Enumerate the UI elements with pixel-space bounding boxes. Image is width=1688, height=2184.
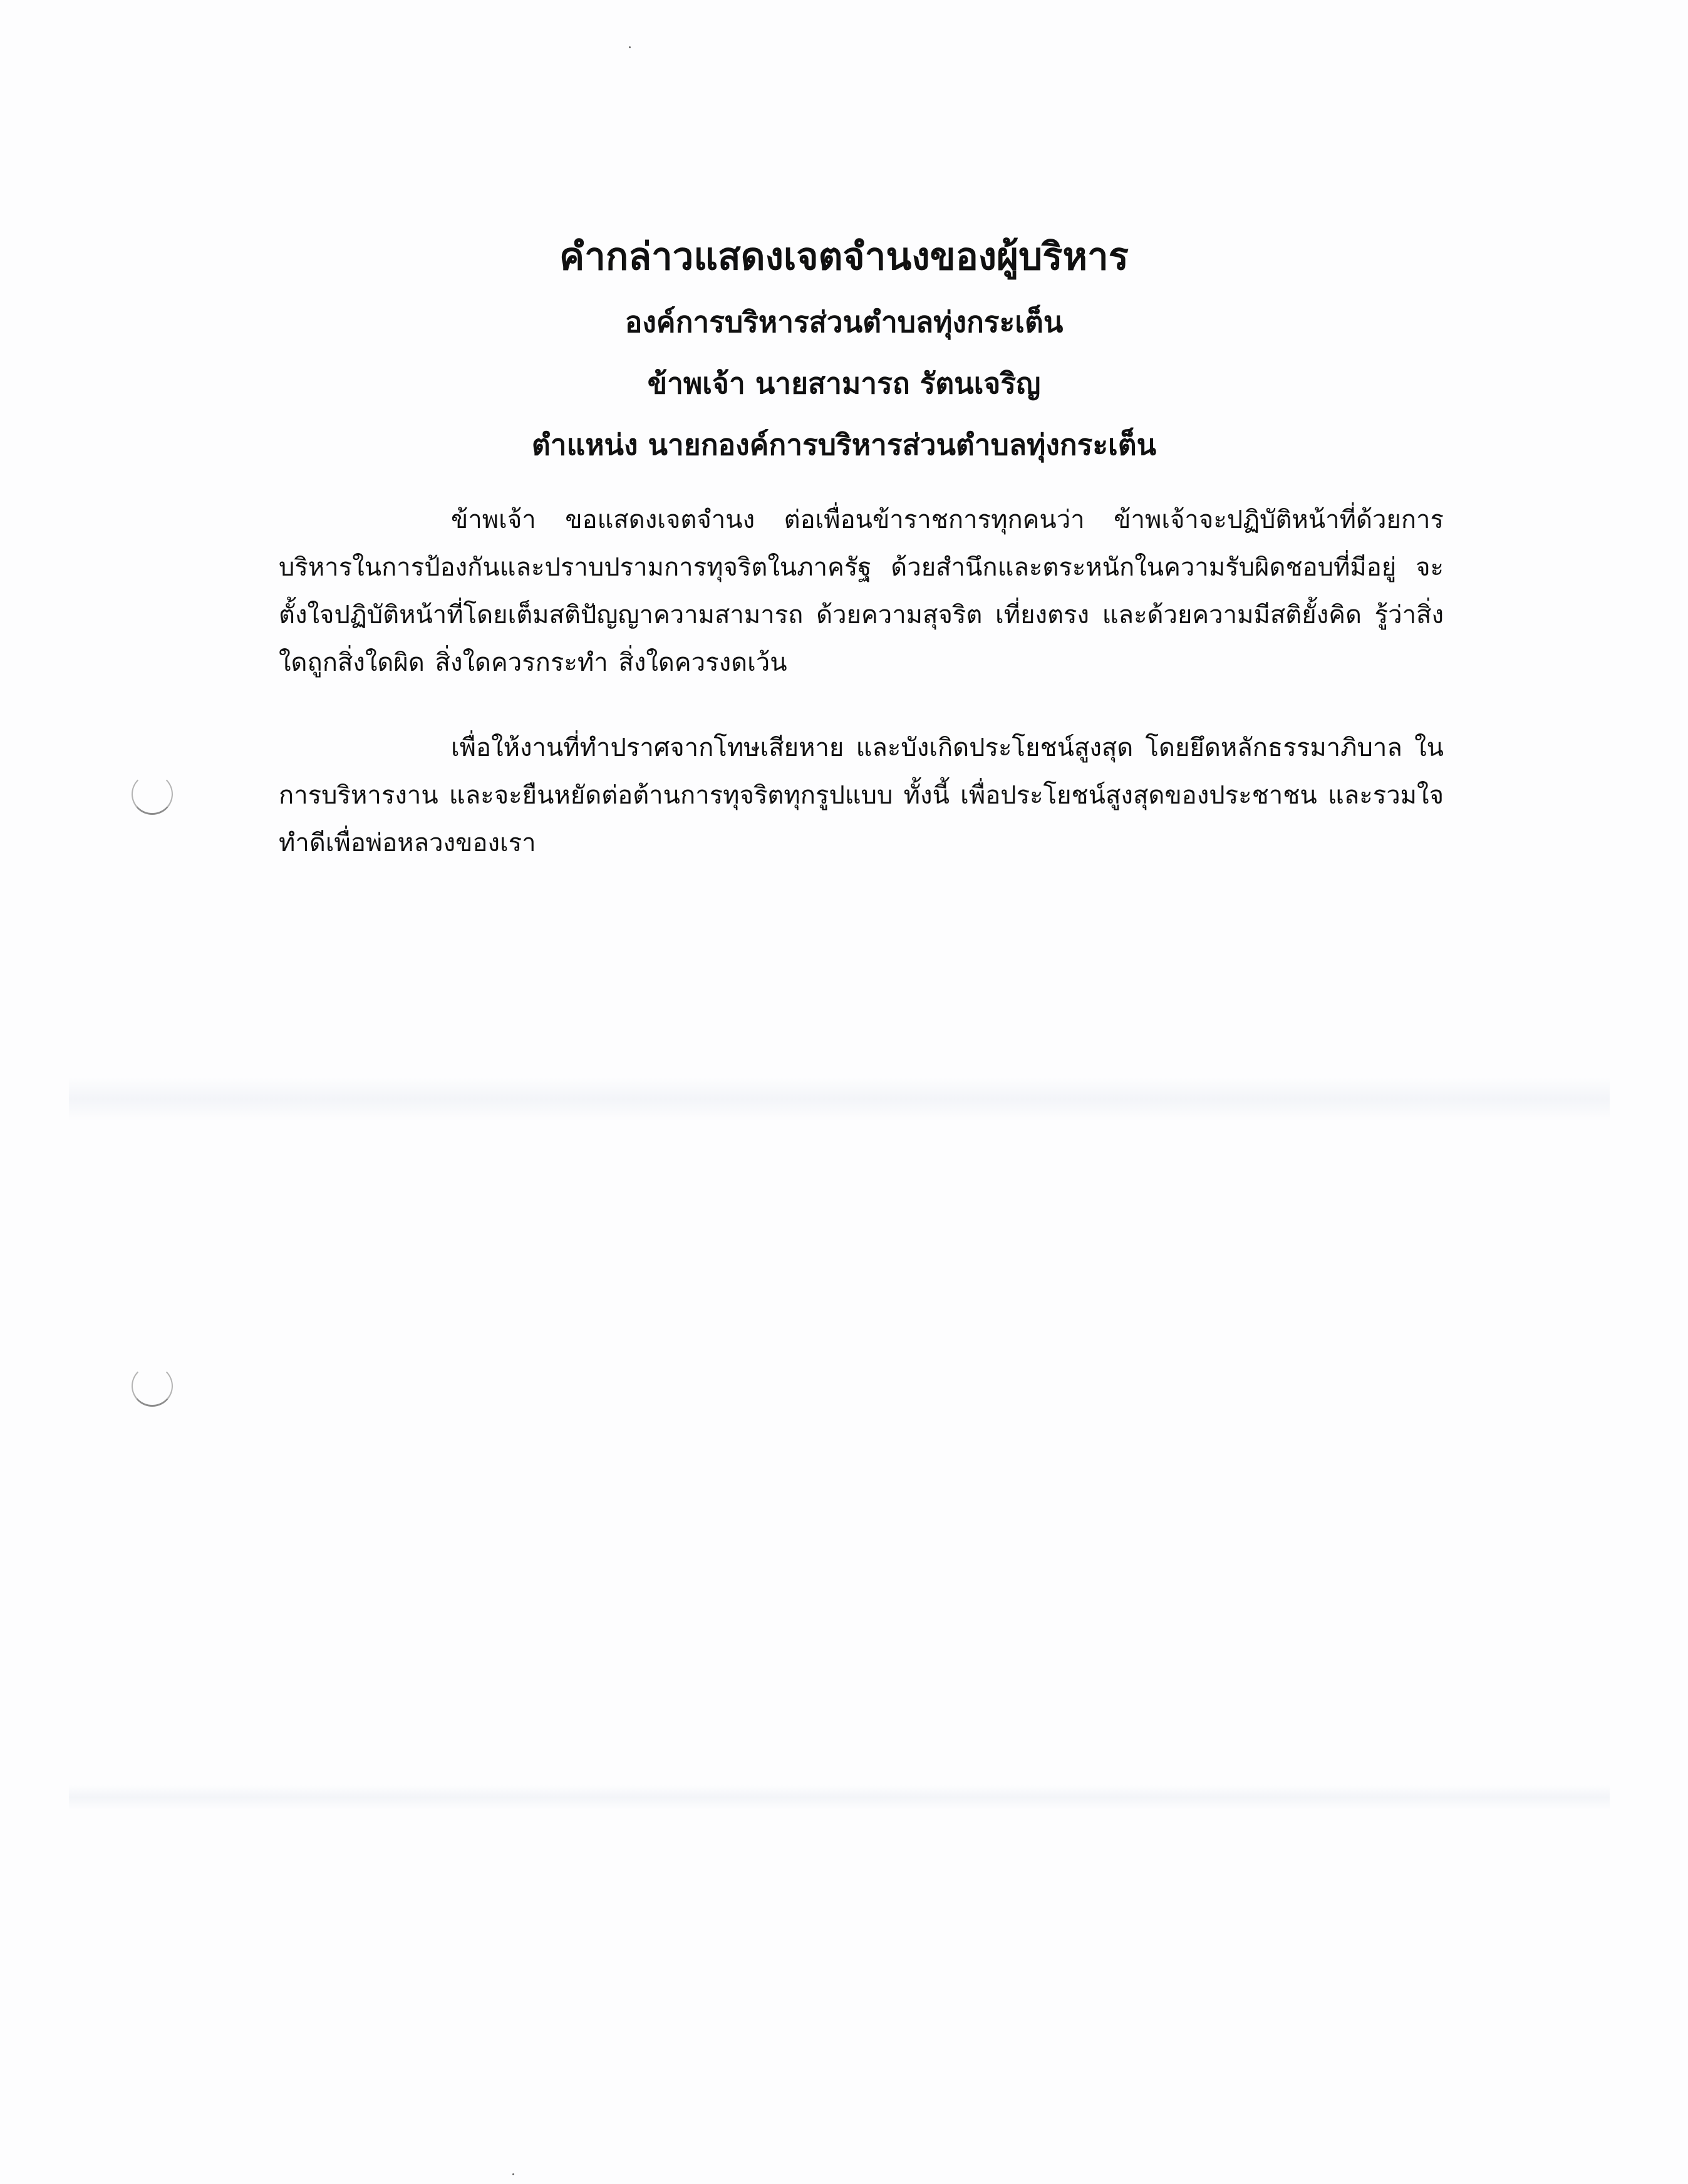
scan-shading	[69, 1785, 1610, 1810]
punch-hole-mark	[132, 774, 173, 815]
heading-block	[0, 222, 1688, 475]
declaration-paragraph-1: ข้าพเจ้า ขอแสดงเจตจำนง ต่อเพื่อนข้าราชการทุกคนว่า ข้าพเจ้าจะปฏิบัติหน้าที่ด้วยการบริหารในการป้องกันและปราบปรามการทุจริตในภาครัฐ ด้วยสำนึกและตระหนักในความรับผิดชอบที่มีอยู่ จะตั้งใจปฏิบัติหน้าที่โดยเต็มสติปัญญาความสามารถ ด้วยความสุจริต เที่ยงตรง และด้วยความมีสติยั้งคิด รู้ว่าสิ่งใดถูกสิ่งใดผิด สิ่งใดควรกระทำ สิ่งใดควรงดเว้น	[279, 505, 1444, 677]
document-title: คำกล่าวแสดงเจตจำนงของผู้บริหาร	[559, 235, 1129, 279]
declaration-paragraph-2: เพื่อให้งานที่ทำปราศจากโทษเสียหาย และบังเกิดประโยชน์สูงสุด โดยยึดหลักธรรมาภิบาล ในการบริหารงาน และจะยืนหยัดต่อต้านการทุจริตทุกรูปแบบ ทั้งนี้ เพื่อประโยชน์สูงสุดของประชาชน และรวมใจทำดีเพื่อพ่อหลวงของเรา	[279, 733, 1444, 857]
declaration-body	[279, 496, 1444, 904]
scan-speck	[629, 46, 631, 48]
punch-hole-mark	[132, 1365, 173, 1407]
scan-shading	[69, 1077, 1610, 1121]
declarant-position: ตำแหน่ง นายกองค์การบริหารส่วนตำบลทุ่งกระเต็น	[531, 428, 1157, 462]
scan-speck	[512, 2173, 514, 2175]
declarant-name: ข้าพเจ้า นายสามารถ รัตนเจริญ	[647, 366, 1041, 400]
organization-name: องค์การบริหารส่วนตำบลทุ่งกระเต็น	[624, 305, 1064, 339]
